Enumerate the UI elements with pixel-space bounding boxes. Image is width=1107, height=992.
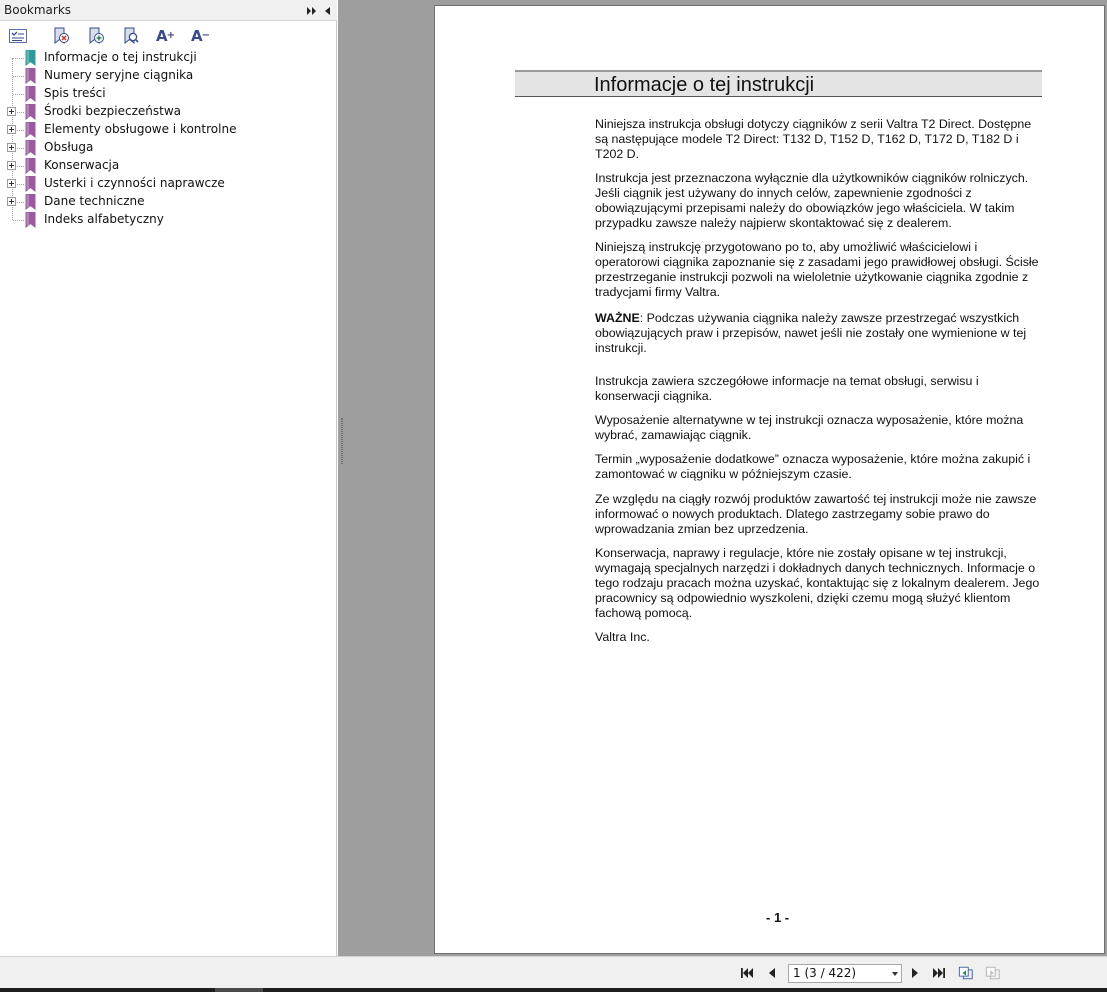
bookmark-icon <box>25 140 36 156</box>
bookmarks-toolbar <box>0 22 337 48</box>
paragraph-optional-equipment: Termin „wyposażenie dodatkowe” oznacza wyposażenie, które można zakupić i zamontować w ciągniku w późniejszym czasie. <box>595 452 1031 481</box>
bookmark-label[interactable]: Elementy obsługowe i kontrolne <box>44 122 237 136</box>
paragraph-intro: Niniejsza instrukcja obsługi dotyczy ciągników z serii Valtra T2 Direct. Dostępne są następujące modele T2 Direct: T132 D, T152 D, T162 D, T172 D, T182 D i T202 D. <box>595 117 1032 161</box>
status-bar <box>0 988 1107 992</box>
triangle-left-icon[interactable] <box>322 3 336 17</box>
bookmark-item[interactable] <box>0 103 337 121</box>
page-title: Informacje o tej instrukcji <box>594 74 815 96</box>
bookmark-label[interactable]: Usterki i czynności naprawcze <box>44 176 225 190</box>
bookmark-label[interactable]: Konserwacja <box>44 158 120 172</box>
bookmark-label[interactable]: Obsługa <box>44 140 94 154</box>
increase-font-icon[interactable]: A + <box>156 27 174 45</box>
bookmark-item[interactable] <box>0 193 337 211</box>
panel-splitter[interactable] <box>339 418 345 464</box>
add-bookmark-icon[interactable] <box>85 26 107 46</box>
panel-header <box>0 0 337 21</box>
paragraph-content: Instrukcja zawiera szczegółowe informacje na temat obsługi, serwisu i konserwacji ciągnika. <box>595 374 979 403</box>
expand-plus-icon[interactable] <box>7 107 16 116</box>
bookmark-icon <box>25 122 36 138</box>
paragraph-signature: Valtra Inc. <box>595 630 650 644</box>
next-page-icon[interactable] <box>907 965 923 981</box>
tree-branch-line <box>13 220 24 221</box>
bookmark-label[interactable]: Informacje o tej instrukcji <box>44 50 197 64</box>
bookmark-label[interactable]: Numery seryjne ciągnika <box>44 68 194 82</box>
bookmark-item[interactable] <box>0 85 337 103</box>
expand-plus-icon[interactable] <box>7 161 16 170</box>
bookmark-item[interactable] <box>0 157 337 175</box>
paragraph-important <box>595 311 1045 356</box>
bookmark-icon <box>25 68 36 84</box>
increase-font-label: A <box>156 27 167 45</box>
bookmark-item[interactable] <box>0 67 337 85</box>
bookmark-item[interactable] <box>0 49 337 67</box>
first-page-icon[interactable] <box>739 965 755 981</box>
bookmark-icon <box>25 194 36 210</box>
page-number: - 1 - <box>766 910 790 925</box>
chevron-down-icon <box>892 972 898 976</box>
previous-page-icon[interactable] <box>764 965 780 981</box>
paragraph-owner: Niniejszą instrukcję przygotowano po to, aby umożliwić właścicielowi i operatorowi ciągnika zapoznanie się z zasadami jego prawidłowej obsługi. Ścisłe przestrzeganie instrukcji pozwoli na wieloletnie użytkowanie ciągnika zgodnie z tradycjami firmy Valtra. <box>595 240 1039 299</box>
bookmark-label[interactable]: Spis treści <box>44 86 106 100</box>
tree-branch-line <box>13 76 24 77</box>
expand-plus-icon[interactable] <box>7 125 16 134</box>
bookmark-icon <box>25 86 36 102</box>
decrease-font-label: A <box>191 27 202 45</box>
document-page <box>434 5 1105 954</box>
expand-plus-icon[interactable] <box>7 143 16 152</box>
bookmark-icon <box>25 212 36 228</box>
next-view-icon[interactable] <box>985 965 1001 981</box>
expand-plus-icon[interactable] <box>7 197 16 206</box>
bookmark-label[interactable]: Indeks alfabetyczny <box>44 212 164 226</box>
previous-view-icon[interactable] <box>958 965 974 981</box>
page-number-select[interactable] <box>788 964 902 983</box>
bookmark-icon <box>25 158 36 174</box>
page-indicator: 1 (3 / 422) <box>793 966 857 980</box>
bookmark-item[interactable] <box>0 175 337 193</box>
important-text: : Podczas używania ciągnika należy zawsze przestrzegać wszystkich obowiązujących praw i przepisów, nawet jeśli nie zostały one wymienione w tej instrukcji. <box>595 311 1027 355</box>
tree-branch-line <box>13 94 24 95</box>
expand-plus-icon[interactable] <box>7 179 16 188</box>
bookmark-item[interactable] <box>0 211 337 229</box>
bookmark-label[interactable]: Dane techniczne <box>44 194 145 208</box>
bookmark-label[interactable]: Środki bezpieczeństwa <box>44 104 181 118</box>
bookmark-options-icon[interactable] <box>7 26 29 46</box>
important-label: WAŻNE <box>595 311 640 325</box>
bookmark-icon <box>25 104 36 120</box>
last-page-icon[interactable] <box>931 965 947 981</box>
title-band <box>515 70 1042 97</box>
paragraph-service: Konserwacja, naprawy i regulacje, które nie zostały opisane w tej instrukcji, wymagają specjalnych narzędzi i dokładnych danych technicznych. Informacje o tego rodzaju pracach można uzyskać, kontaktując się z lokalnym dealerem. Jego pracownicy są odpowiednio wyszkoleni, dzięki czemu mogą służyć klientom fachową pomocą. <box>595 546 1040 620</box>
navigation-bar <box>0 956 1107 988</box>
find-bookmark-icon[interactable] <box>120 26 142 46</box>
bookmark-icon <box>25 176 36 192</box>
tree-branch-line <box>13 58 24 59</box>
bookmarks-panel <box>0 0 337 956</box>
decrease-font-icon[interactable]: A − <box>191 27 209 45</box>
bookmark-item[interactable] <box>0 121 337 139</box>
double-chevron-right-icon[interactable] <box>306 3 320 17</box>
bookmark-icon <box>25 50 36 66</box>
paragraph-alternative-equipment: Wyposażenie alternatywne w tej instrukcji oznacza wyposażenie, które można wybrać, zamawiając ciągnik. <box>595 413 1024 442</box>
paragraph-purpose: Instrukcja jest przeznaczona wyłącznie dla użytkowników ciągników rolniczych. Jeśli ciągnik jest używany do innych celów, zapewnienie zgodności z obowiązującymi przepisami należy do obowiązków jego właściciela. W takim przypadku zawsze należy najpierw skontaktować się z dealerem. <box>595 171 1029 230</box>
panel-title: Bookmarks <box>4 3 72 17</box>
delete-bookmark-icon[interactable] <box>50 26 72 46</box>
paragraph-product-changes: Ze względu na ciągły rozwój produktów zawartość tej instrukcji może nie zawsze informować o nowych produktach. Dlatego zastrzegamy sobie prawo do wprowadzania zmian bez uprzedzenia. <box>595 492 1037 536</box>
bookmark-item[interactable] <box>0 139 337 157</box>
